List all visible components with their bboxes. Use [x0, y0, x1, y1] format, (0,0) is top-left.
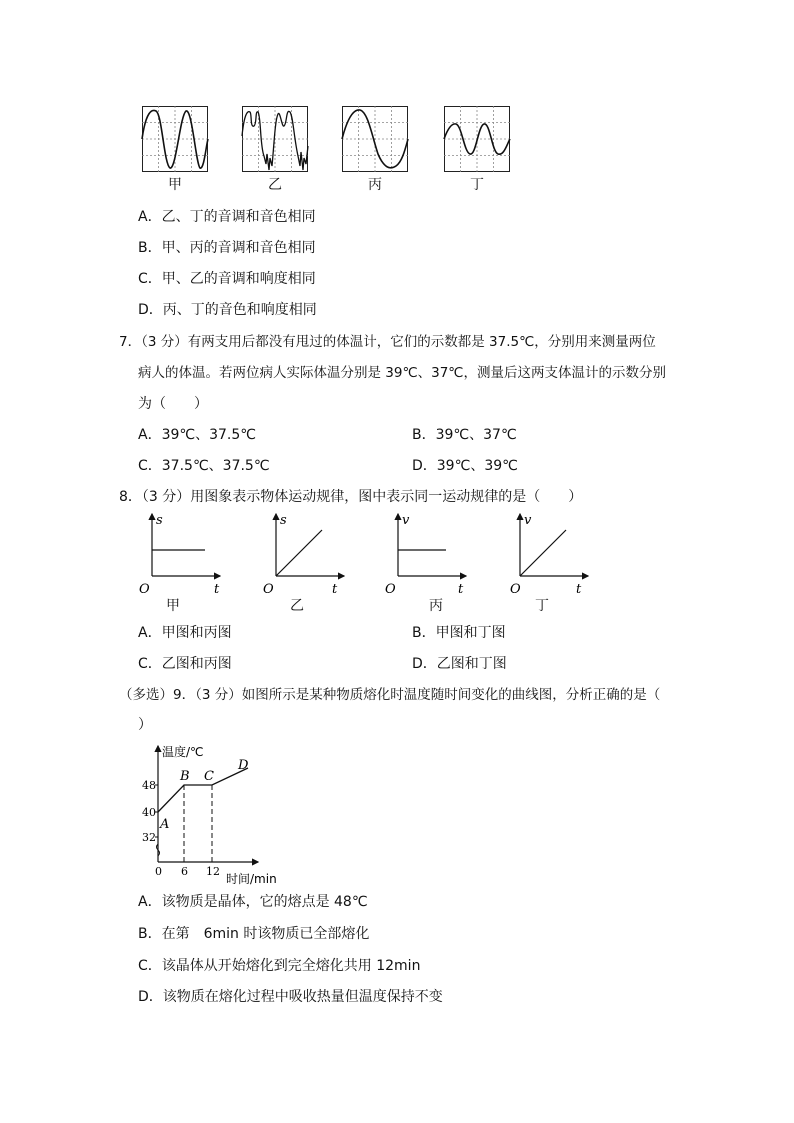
- q8-graph-label-jia: 甲: [166, 598, 180, 614]
- q8-graph-ding: [506, 508, 606, 598]
- q9-option-b: B．在第 6min 时该物质已全部熔化: [138, 926, 370, 942]
- q9-y-axis-label: 温度/℃: [162, 745, 204, 759]
- q9-stem-line-1: （多选）9．（3 分）如图所示是某种物质熔化时温度随时间变化的曲线图，分析正确的是（: [119, 687, 661, 703]
- q8-option-d: D．乙图和丁图: [412, 656, 507, 672]
- q8-option-a: A．甲图和丙图: [138, 625, 232, 641]
- q7-option-d: D．39℃、39℃: [412, 458, 518, 474]
- q9-y-tick-48: 48: [142, 779, 156, 792]
- waveform-label-bing: 丙: [368, 177, 382, 193]
- q9-x-tick-6: 6: [181, 865, 188, 878]
- q8-ding-origin: O: [510, 582, 521, 597]
- q9-option-d: D．该物质在熔化过程中吸收热量但温度保持不变: [138, 989, 443, 1005]
- q6-option-d: D．丙、丁的音色和响度相同: [138, 302, 317, 318]
- q8-ding-y-label: v: [524, 513, 532, 528]
- q9-stem-line-2: ）: [138, 717, 152, 733]
- q7-stem-line-3: 为（ ）: [138, 396, 208, 412]
- waveform-label-yi: 乙: [268, 177, 282, 193]
- q8-graph-label-ding: 丁: [535, 598, 549, 614]
- q8-jia-y-label: s: [156, 513, 163, 528]
- q9-x-axis-label: 时间/min: [226, 872, 277, 886]
- q9-y-tick-32: 32: [142, 831, 156, 844]
- q7-option-c: C．37.5℃、37.5℃: [138, 458, 270, 474]
- q9-y-tick-40: 40: [142, 806, 156, 819]
- q9-point-a: A: [160, 817, 170, 832]
- q9-temperature-curve: [158, 768, 248, 812]
- q8-yi-x-label: t: [332, 582, 338, 597]
- q8-ding-x-label: t: [576, 582, 582, 597]
- q7-stem-line-1: 7．（3 分）有两支用后都没有甩过的体温计，它们的示数都是 37.5℃，分别用来测量两位: [119, 334, 656, 350]
- q8-graph-yi: [262, 508, 362, 598]
- q7-option-a: A．39℃、37.5℃: [138, 427, 257, 443]
- waveform-label-jia: 甲: [168, 177, 182, 193]
- q7-option-b: B．39℃、37℃: [412, 427, 517, 443]
- q9-point-c: C: [204, 769, 214, 784]
- q8-yi-origin: O: [263, 582, 274, 597]
- q9-x-tick-12: 12: [206, 865, 220, 878]
- q8-graph-label-yi: 乙: [290, 598, 304, 614]
- q8-jia-origin: O: [139, 582, 150, 597]
- q8-option-c: C．乙图和丙图: [138, 656, 232, 672]
- q9-option-a: A．该物质是晶体，它的熔点是 48℃: [138, 894, 368, 910]
- q9-option-c: C．该晶体从开始熔化到完全熔化共用 12min: [138, 958, 421, 974]
- q8-stem: 8．（3 分）用图象表示物体运动规律，图中表示同一运动规律的是（ ）: [119, 489, 583, 505]
- waveform-bing: [342, 106, 408, 172]
- q8-bing-origin: O: [385, 582, 396, 597]
- q8-bing-y-label: v: [402, 513, 410, 528]
- q9-x-tick-0: 0: [155, 865, 162, 878]
- q9-point-b: B: [180, 769, 190, 784]
- q6-option-c: C．甲、乙的音调和响度相同: [138, 271, 316, 287]
- q8-graph-label-bing: 丙: [429, 598, 443, 614]
- q8-option-b: B．甲图和丁图: [412, 625, 506, 641]
- waveform-jia: [142, 106, 208, 172]
- waveform-yi: [242, 106, 308, 172]
- q8-graph-jia: [138, 508, 238, 598]
- waveform-yi-curve: [242, 111, 308, 170]
- q8-yi-line: [276, 530, 322, 576]
- q7-stem-line-2: 病人的体温。若两位病人实际体温分别是 39℃、37℃，测量后这两支体温计的示数分别: [138, 365, 666, 381]
- q9-melting-graph: [140, 740, 290, 888]
- q8-ding-line: [520, 530, 566, 576]
- q8-graph-bing: [384, 508, 484, 598]
- q8-bing-x-label: t: [458, 582, 464, 597]
- waveform-ding: [444, 106, 510, 172]
- q6-option-a: A．乙、丁的音调和音色相同: [138, 209, 316, 225]
- q8-jia-x-label: t: [214, 582, 220, 597]
- q6-option-b: B．甲、丙的音调和音色相同: [138, 240, 316, 256]
- q9-point-d: D: [238, 758, 249, 773]
- waveform-label-ding: 丁: [470, 177, 484, 193]
- q8-yi-y-label: s: [280, 513, 287, 528]
